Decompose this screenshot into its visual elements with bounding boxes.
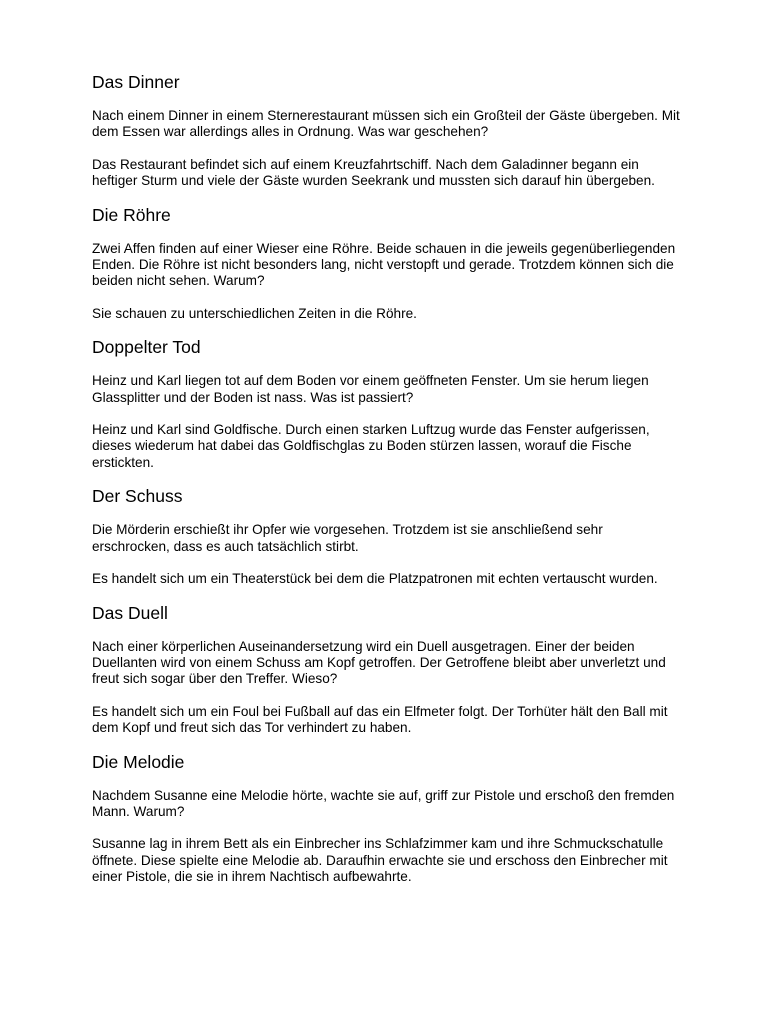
riddle-section-das-dinner xyxy=(92,70,682,190)
riddle-question: Heinz und Karl liegen tot auf dem Boden vor einem geöffneten Fenster. Um sie herum liegen Glassplitter und der Boden ist nass. Was ist passiert? xyxy=(92,373,649,405)
riddle-section-doppelter-tod xyxy=(92,335,682,471)
riddle-title: Die Melodie xyxy=(92,751,185,772)
riddle-question: Nach einem Dinner in einem Sternerestaurant müssen sich ein Großteil der Gäste übergeben. Mit dem Essen war allerdings alles in Ordnung. Was war geschehen? xyxy=(92,108,680,140)
riddle-question: Nachdem Susanne eine Melodie hörte, wachte sie auf, griff zur Pistole und erschoß den fremden Mann. Warum? xyxy=(92,787,675,819)
riddle-answer: Das Restaurant befindet sich auf einem Kreuzfahrtschiff. Nach dem Galadinner begann ein heftiger Sturm und viele der Gäste wurden Seekrank und mussten sich darauf hin übergeben. xyxy=(92,156,655,189)
riddle-answer: Es handelt sich um ein Theaterstück bei dem die Platzpatronen mit echten vertauscht wurden. xyxy=(92,571,658,587)
riddle-answer: Susanne lag in ihrem Bett als ein Einbrecher ins Schlafzimmer kam und ihre Schmuckschatulle öffnete. Diese spielte eine Melodie ab. Daraufhin erwachte sie und erschoss den Einbrecher mit einer Pistole, die sie in ihrem Nachtisch aufbewahrte. xyxy=(92,836,668,885)
riddle-question: Zwei Affen finden auf einer Wieser eine Röhre. Beide schauen in die jeweils gegenüberliegenden Enden. Die Röhre ist nicht besonders lang, nicht verstopft und gerade. Trotzdem können sich die beiden nicht sehen. Warum? xyxy=(92,240,676,289)
riddle-section-der-schuss xyxy=(92,484,682,587)
riddle-title: Das Duell xyxy=(92,602,168,623)
riddle-title: Das Dinner xyxy=(92,72,180,92)
riddle-answer: Sie schauen zu unterschiedlichen Zeiten in die Röhre. xyxy=(92,305,417,321)
riddle-title: Doppelter Tod xyxy=(92,337,201,358)
riddle-answer: Es handelt sich um ein Foul bei Fußball auf das ein Elfmeter folgt. Der Torhüter hält den Ball mit dem Kopf und freut sich das Tor verhindert zu haben. xyxy=(92,703,668,736)
riddle-title: Der Schuss xyxy=(92,486,183,507)
riddle-question: Die Mörderin erschießt ihr Opfer wie vorgesehen. Trotzdem ist sie anschließend sehr erschrocken, dass es auch tatsächlich stirbt. xyxy=(92,522,603,554)
riddle-section-die-roehre xyxy=(92,203,682,323)
riddle-section-das-duell xyxy=(92,601,682,737)
riddle-answer: Heinz und Karl sind Goldfische. Durch einen starken Luftzug wurde das Fenster aufgerissen, dieses wiederum hat dabei das Goldfischglas zu Boden stürzen lassen, worauf die Fische erstickten. xyxy=(92,422,650,470)
riddle-section-die-melodie xyxy=(92,750,682,886)
riddle-question: Nach einer körperlichen Auseinandersetzung wird ein Duell ausgetragen. Einer der beiden Duellanten wird von einem Schuss am Kopf getroffen. Der Getroffene bleibt aber unverletzt und freut sich sogar über den Treffer. Wieso? xyxy=(92,638,666,687)
riddle-title: Die Röhre xyxy=(92,204,171,225)
document-page xyxy=(92,70,682,886)
